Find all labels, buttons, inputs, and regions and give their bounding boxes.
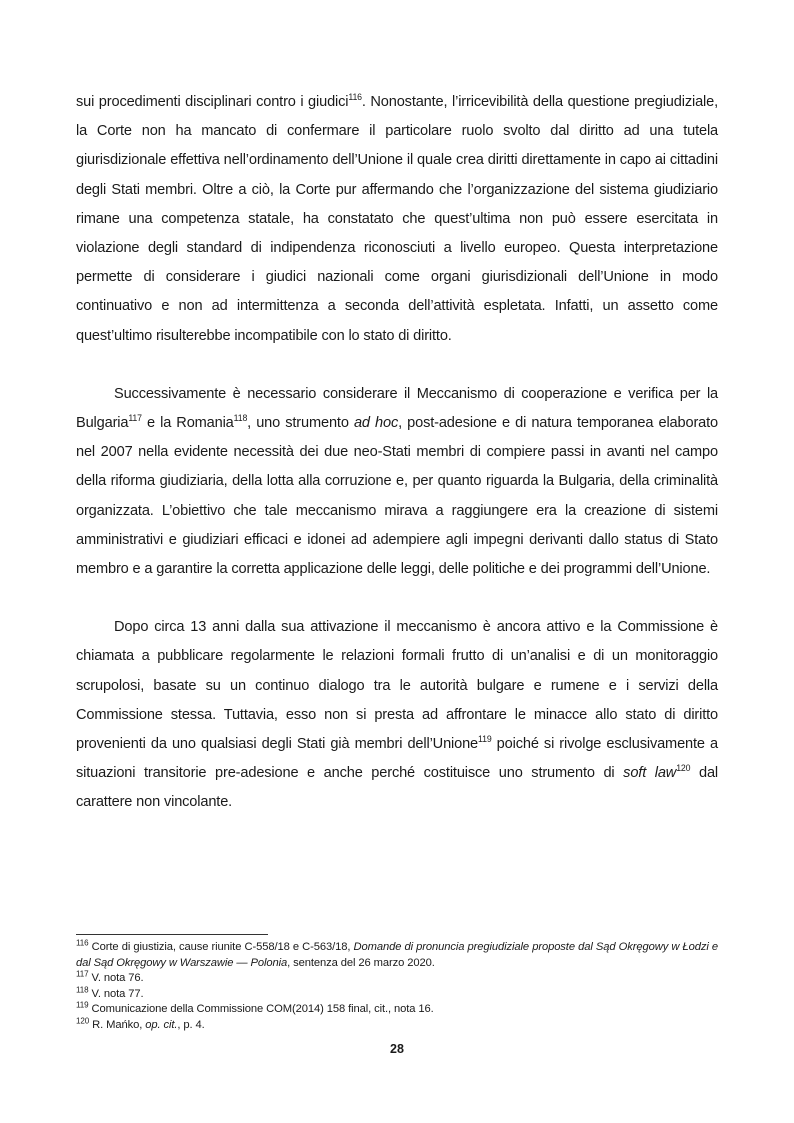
footnote-text: , p. 4. xyxy=(177,1018,205,1031)
paragraph-text: . Nonostante, l’irricevibilità della questione pregiudiziale, la Corte non ha mancato di confermare il particolare ruolo svolto dal diritto ad una tutela giurisdizionale effettiva nell’ordinamento dell’Unione il quale crea diritti direttamente in capo ai cittadini degli Stati membri. Oltre a ciò, la Corte pur affermando che l’organizzazione del sistema giudiziario rimane una competenza statale, ha constatato che quest’ultima non può essere esercitata in violazione degli standard di indipendenza riconosciuti a livello europeo. Questa interpretazione permette di considerare i giudici nazionali come organi giurisdizionali dell’Unione in modo continuativo e non ad intermittenza a seconda dell’attività espletata. Infatti, un assetto come quest’ultimo risulterebbe incompatibile con lo stato di diritto. xyxy=(76,94,719,344)
footnote-ref-120[interactable]: 120 xyxy=(676,763,691,774)
footnote-number: 120 xyxy=(76,1015,90,1025)
footnote-text: V. nota 77. xyxy=(88,987,144,1000)
paragraph-text: , post-adesione e di natura temporanea elaborato nel 2007 nella evidente necessità dei due neo-Stati membri di compiere passi in avanti nel campo della riforma giudiziaria, della lotta alla corruzione e, per quanto riguarda la Bulgaria, della criminalità organizzata. L’obiettivo che tale meccanismo mirava a raggiungere era la creazione di sistemi amministrativi e giudiziari efficaci e idonei ad adempiere agli impegni derivanti dallo status di Stato membro e a garantire la corretta applicazione delle leggi, delle politiche e dei programmi dell’Unione. xyxy=(76,415,718,578)
footnote-italic: Domande di pronuncia pregiudiziale proposte dal Sąd Okręgowy w Łodzi e dal Sąd Okręgowy w Warszawie — Polonia xyxy=(76,941,719,969)
italic-term: ad hoc xyxy=(353,415,399,432)
footnote-number: 117 xyxy=(76,969,89,979)
paragraph-text: e la Romania xyxy=(141,415,234,432)
italic-term: soft law xyxy=(623,765,677,782)
footnote-number: 116 xyxy=(76,938,89,948)
footnote-text: V. nota 76. xyxy=(88,972,144,984)
footnote-text: R. Mańko, xyxy=(89,1018,146,1031)
paragraph-text: Successivamente è necessario considerare il Meccanismo di cooperazione e verifica per la Bulgaria xyxy=(76,385,718,432)
paragraph-gap xyxy=(76,584,718,613)
footnote-ref-117[interactable]: 117 xyxy=(128,413,142,424)
footnote-120 xyxy=(76,1015,718,1034)
footnote-119 xyxy=(76,1002,718,1018)
footnote-ref-116[interactable]: 116 xyxy=(348,92,362,103)
paragraph-1 xyxy=(76,88,718,351)
footnote-117 xyxy=(76,971,718,987)
paragraph-text: Dopo circa 13 anni dalla sua attivazione il meccanismo è ancora attivo e la Commissione è chiamata a pubblicare regolarmente le relazioni formali frutto di un’analisi e di un monitoraggio scrupolosi, basate su un continuo dialogo tra le autorità bulgare e rumene e i servizi della Commissione stessa. Tuttavia, esso non si presta ad affrontare le minacce allo stato di diritto provenienti da uno qualsiasi degli Stati già membri dell’Unione xyxy=(76,619,718,753)
paragraph-2 xyxy=(76,380,718,584)
footnote-ref-118[interactable]: 118 xyxy=(233,413,248,424)
footnotes xyxy=(76,940,718,1033)
footnote-116 xyxy=(76,940,718,971)
body-text xyxy=(76,88,718,818)
footnote-118 xyxy=(76,984,718,1003)
paragraph-text: dal carattere non vincolante. xyxy=(76,765,719,811)
footnote-number: 119 xyxy=(76,1000,89,1010)
paragraph-3 xyxy=(76,613,718,817)
page-number: 28 xyxy=(390,1042,404,1056)
footnote-separator xyxy=(76,934,268,935)
footnote-text: Corte di giustizia, cause riunite C-558/18 e C-563/18, xyxy=(88,941,354,953)
paragraph-text: sui procedimenti disciplinari contro i giudici xyxy=(76,94,349,110)
footnote-italic: op. cit. xyxy=(145,1018,178,1031)
paragraph-text: , uno strumento xyxy=(247,415,354,432)
footnote-ref-119[interactable]: 119 xyxy=(478,734,492,745)
paragraph-text: poiché si rivolge esclusivamente a situazioni transitorie pre-adesione e anche perché costituisce uno strumento di xyxy=(76,736,718,782)
footnote-text: Comunicazione della Commissione COM(2014) 158 final, cit., nota 16. xyxy=(88,1003,434,1015)
paragraph-gap xyxy=(76,351,718,380)
footnote-text: , sentenza del 26 marzo 2020. xyxy=(287,956,435,969)
footnote-number: 118 xyxy=(76,984,89,994)
